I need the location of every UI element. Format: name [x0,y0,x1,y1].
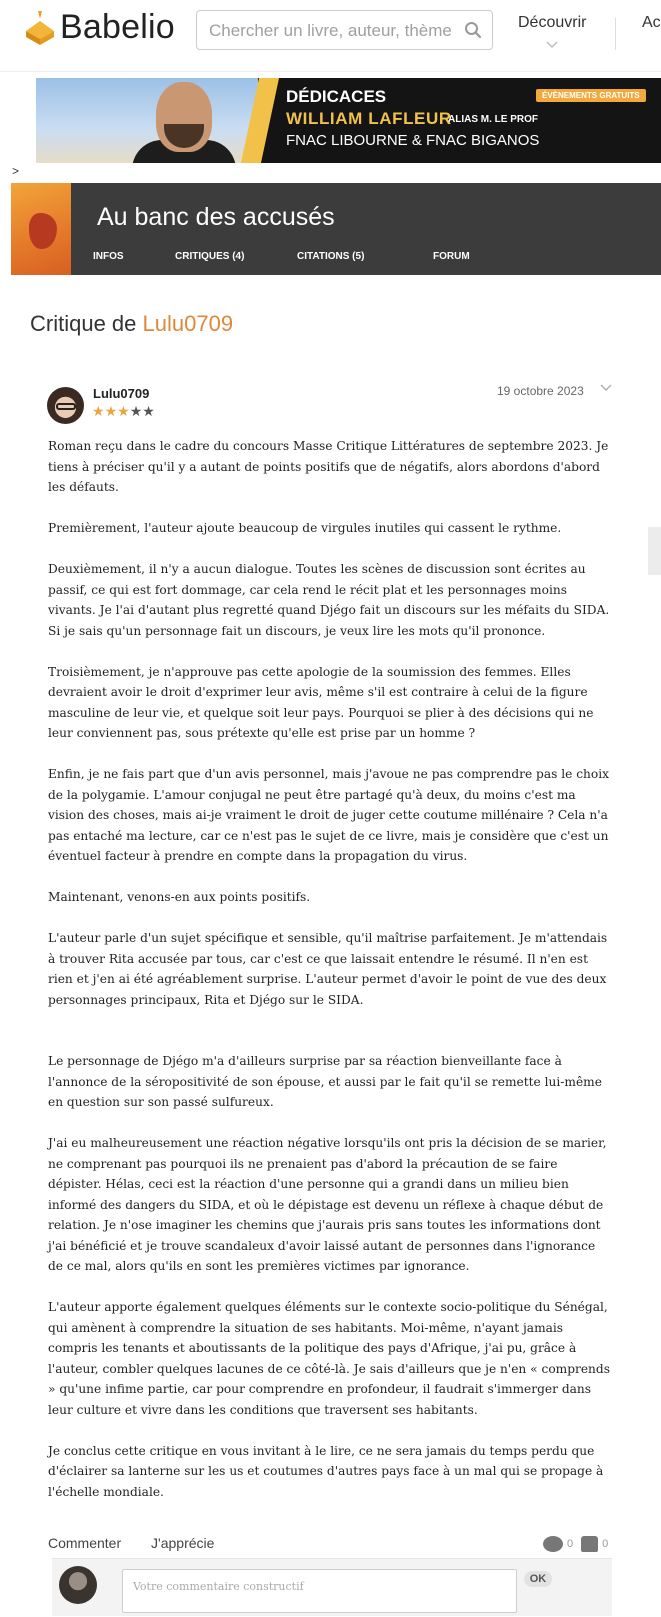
star-icon: ★ [117,403,130,419]
banner-title: DÉDICACES [286,87,387,106]
review-text [48,436,614,1523]
banner-alias: ALIAS M. LE PROF [448,114,538,125]
avatar [59,1566,97,1604]
star-empty-icon: ★ [129,403,143,419]
rating-stars [92,403,155,420]
logo-text: Babelio [60,8,175,46]
page-title-prefix: Critique de [30,311,137,336]
review-counters [543,1536,608,1552]
tab-critiques[interactable]: CRITIQUES (4) [175,251,245,262]
review-paragraph: Roman reçu dans le cadre du concours Masse Critique Littératures de septembre 2023. Je tiens à préciser qu'il y a autant de points positifs que de négatifs, alors abordons d'abord les défauts. [48,439,609,494]
banner-author-photo [36,78,258,163]
breadcrumb-arrow: > [12,164,20,178]
search-box[interactable] [196,10,493,50]
book-title[interactable]: Au banc des accusés [97,203,335,231]
review-date: 19 octobre 2023 [497,384,584,398]
tab-forum[interactable]: FORUM [433,251,470,262]
tab-infos[interactable]: INFOS [93,251,124,262]
event-banner[interactable] [36,78,661,163]
scroll-handle[interactable] [648,527,661,575]
submit-comment-button[interactable]: OK [524,1571,552,1587]
review-paragraph: Le personnage de Djégo m'a d'ailleurs surprise par sa réaction bienveillante face à l'annonce de la séropositivité de son épouse, et aussi par le fait qu'il se remette lui-même en question sur son passé sulfureux. [48,1054,602,1109]
review-paragraph: Troisièmement, je n'approuve pas cette apologie de la soumission des femmes. Elles devraient avoir le droit d'exprimer leur avis, même s'il est contraire à celui de la figure masculine de leur vie, et quelque soit leur pays. Pourquoi se plier à des décisions qui ne leur conviennent pas, sous prétexte qu'elle est prise par un homme ? [48,664,594,740]
star-empty-icon: ★ [142,403,155,419]
review-paragraph: Premièrement, l'auteur ajoute beaucoup de virgules inutiles qui cassent le rythme. [48,521,562,535]
banner-badge: ÉVÈNEMENTS GRATUITS [536,89,646,102]
babelio-logo[interactable] [24,8,175,47]
avatar[interactable] [47,387,84,424]
comment-form [52,1558,612,1616]
search-icon[interactable] [464,21,482,39]
review-paragraph: J'ai eu malheureusement une réaction négative lorsqu'ils ont pris la décision de se marier, ne comprenant pas pourquoi ils ne prenaient pas d'abord la précaution de se faire dépister. Hélas, ceci est la réaction d'une personne qui a grandi dans un milieu bien informé des dangers du SIDA, et où le dépistage est devenu un réflexe à chaque début de relation. Je n'ose imaginer les chemins que j'aurais pris sans toutes les informations dont j'ai bénéficié et je trouve scandaleux d'avoir laissé autant de personnes dans l'ignorance de ce mal, alors qu'ils en sont les premières victimes par ignorance. [48,1136,607,1273]
star-icon: ★ [104,403,118,419]
review-paragraph: Je conclus cette critique en vous invitant à le lire, ce ne sera jamais du temps perdu que d'éclairer sa lanterne sur les us et coutumes d'autres pays face à un mal qui se propage à l'échelle mondiale. [48,1443,604,1499]
star-icon: ★ [92,403,105,419]
banner-author-name: WILLIAM LAFLEUR [286,109,452,128]
comment-count: 0 [567,1538,574,1550]
comment-input[interactable] [122,1569,517,1613]
comment-link[interactable]: Commenter [48,1535,122,1551]
review-actions [48,1535,240,1551]
chevron-down-icon[interactable] [545,40,559,50]
page-title-author-link[interactable]: Lulu0709 [142,311,234,336]
book-cover-image[interactable] [11,183,71,275]
comment-bubble-icon[interactable] [543,1536,563,1552]
like-count: 0 [602,1538,609,1550]
chevron-down-icon[interactable] [600,384,612,392]
nav-account[interactable]: Ac [642,14,661,31]
search-input[interactable] [207,20,457,42]
book-stack-logo-icon [24,9,58,47]
tab-citations[interactable]: CITATIONS (5) [297,251,365,262]
page-title [30,311,233,337]
book-header-bar [11,183,661,275]
like-link[interactable]: J'apprécie [151,1535,215,1551]
review-paragraph: Maintenant, venons-en aux points positifs. [48,890,311,904]
review-paragraph: L'auteur apporte également quelques éléments sur le contexte socio-politique du Sénégal, qui amènent à comprendre la situation de ses habitants. Moi-même, n'ayant jamais compris les tenants et aboutissants de la politique des pays d'Afrique, j'ai pu, grâce à l'auteur, combler quelques lacunes de ce côté-là. Je sais d'ailleurs que je n'en « comprends » qu'une infime partie, car pour comprendre en profondeur, il faudrait s'immerger dans leur culture et vivre dans les conditions que traversent ses habitants. [48,1300,610,1417]
reviewer-name[interactable]: Lulu0709 [93,386,150,401]
review-paragraph: L'auteur parle d'un sujet spécifique et sensible, qu'il maîtrise parfaitement. Je m'attendais à trouver Rita accusée par tous, car c'est ce que laissait entendre le résumé. Il n'en est rien et j'en ai été agréablement surprise. L'auteur permet d'avoir le point de vue des deux personnages principaux, Rita et Djégo sur le SIDA. [48,931,608,1007]
review-paragraph: Deuxièmement, il n'y a aucun dialogue. Toutes les scènes de discussion sont écrites au passif, ce qui est fort dommage, car cela rend le récit plat et les personnages moins vivants. Je l'ai d'autant plus regretté quand Djégo fait un discours sur les méfaits du SIDA. Si je sais qu'un personnage fait un discours, je veux lire les mots qu'il prononce. [48,562,610,638]
nav-divider [615,18,616,50]
thumbs-up-icon[interactable] [581,1536,598,1552]
review-paragraph: Enfin, je ne fais part que d'un avis personnel, mais j'avoue ne pas comprendre pas le choix de la polygamie. L'amour conjugal ne peut être partagé qu'à deux, du moins c'est ma vision des choses, mais ai-je vraiment le droit de juger cette coutume millénaire ? Cela n'a pas entaché ma lecture, car ce n'est pas le sujet de ce livre, mais je considère que c'est un éventuel facteur à prendre en compte dans la propagation du virus. [48,767,609,863]
banner-location: FNAC LIBOURNE & FNAC BIGANOS [286,132,540,149]
nav-decouvrir[interactable]: Découvrir [518,14,587,31]
site-header [0,0,661,72]
